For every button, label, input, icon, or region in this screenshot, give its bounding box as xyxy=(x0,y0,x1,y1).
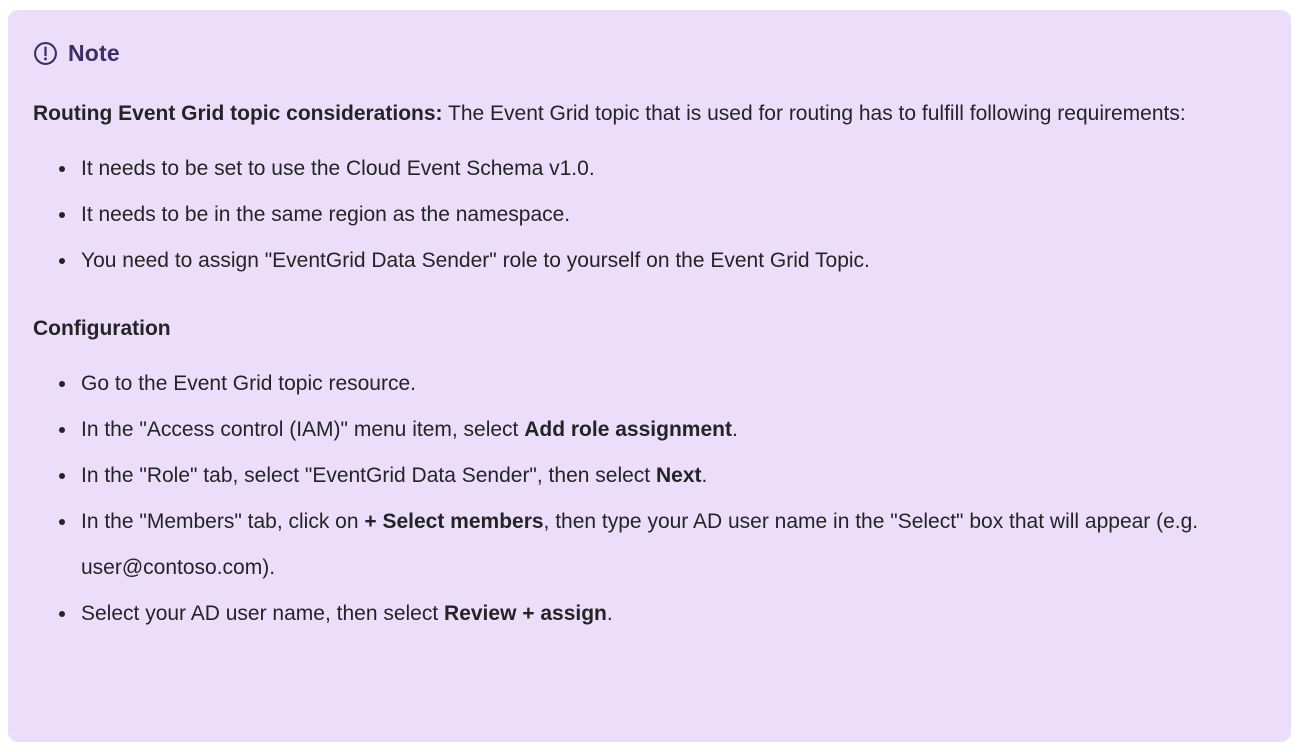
note-header xyxy=(33,40,1259,67)
bold-text-run: + Select members xyxy=(364,510,544,533)
text-run: . xyxy=(606,602,613,625)
text-run: It needs to be in the same region as the namespace. xyxy=(81,203,571,226)
intro-paragraph xyxy=(33,93,1259,134)
list-item xyxy=(78,453,1259,499)
configuration-steps-list xyxy=(33,361,1259,637)
bold-text-run: Add role assignment xyxy=(524,418,732,441)
text-run: , then type your AD user name in the "Select" box that will appear (e.g. user@contoso.com). xyxy=(81,510,1199,579)
list-item xyxy=(78,361,1259,407)
text-run: . xyxy=(731,418,738,441)
note-body xyxy=(33,93,1259,637)
list-item xyxy=(78,192,1259,238)
text-run: You need to assign "EventGrid Data Sender" role to yourself on the Event Grid Topic. xyxy=(81,249,870,272)
text-run: In the "Access control (IAM)" menu item, select xyxy=(81,418,525,441)
text-run: . xyxy=(701,464,708,487)
text-run: In the "Members" tab, click on xyxy=(81,510,365,533)
text-run: Select your AD user name, then select xyxy=(81,602,445,625)
text-run: In the "Role" tab, select "EventGrid Data Sender", then select xyxy=(81,464,656,487)
list-item xyxy=(78,591,1259,637)
note-callout xyxy=(8,10,1291,742)
text-run: It needs to be set to use the Cloud Event Schema v1.0. xyxy=(81,157,595,180)
text-run: Go to the Event Grid topic resource. xyxy=(81,372,416,395)
note-title: Note xyxy=(68,40,120,66)
bold-text-run: Review + assign xyxy=(444,602,607,625)
list-item xyxy=(78,407,1259,453)
list-item xyxy=(78,146,1259,192)
requirements-list xyxy=(33,146,1259,284)
exclamation-circle-icon xyxy=(33,41,58,66)
list-item xyxy=(78,499,1259,591)
bold-text-run: Next xyxy=(655,464,702,487)
list-item xyxy=(78,238,1259,284)
configuration-heading: Configuration xyxy=(33,317,171,340)
intro-lead-bold: Routing Event Grid topic considerations: xyxy=(33,102,443,125)
intro-rest: The Event Grid topic that is used for routing has to fulfill following requirements: xyxy=(442,102,1186,125)
